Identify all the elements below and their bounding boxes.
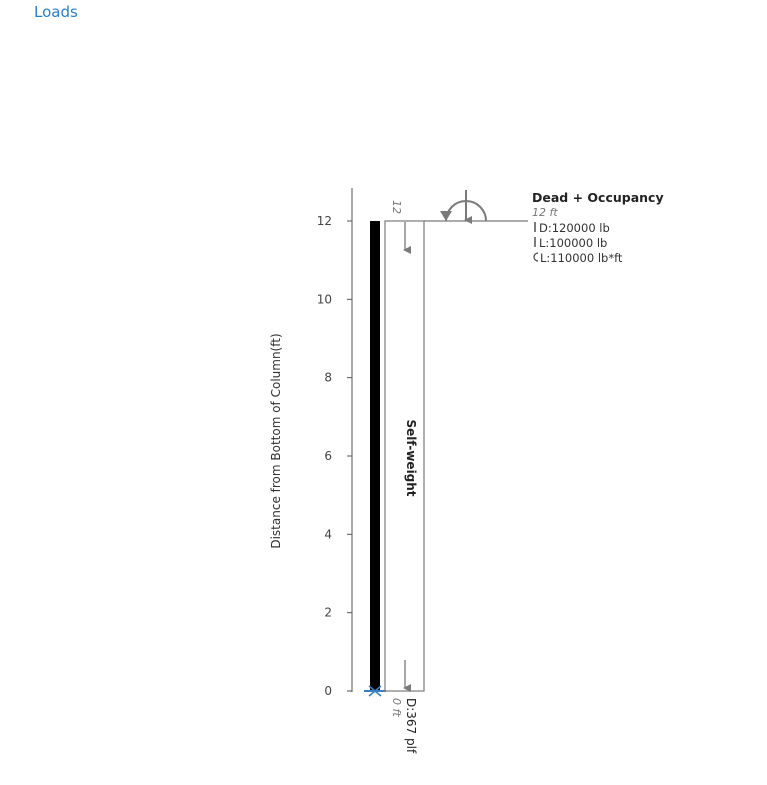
moment-arrowhead-icon bbox=[440, 211, 452, 221]
moment-icon bbox=[534, 253, 538, 261]
y-tick-label: 10 bbox=[316, 292, 332, 307]
y-tick-label: 8 bbox=[324, 370, 332, 385]
distributed-load-end-label: 12 bbox=[390, 200, 403, 214]
y-tick-label: 0 bbox=[324, 684, 332, 698]
point-load-name: Dead + Occupancy bbox=[532, 190, 664, 205]
loads-link[interactable]: Loads bbox=[34, 3, 78, 21]
distributed-load-name: Self-weight bbox=[404, 419, 418, 497]
y-axis bbox=[317, 188, 352, 698]
dead-load-value: D:120000 lb bbox=[539, 221, 610, 235]
distributed-load-value: D:367 plf bbox=[404, 698, 418, 754]
point-load bbox=[424, 190, 664, 265]
y-axis-label: Distance from Bottom of Column(ft) bbox=[269, 333, 283, 549]
y-tick-label: 2 bbox=[324, 605, 332, 620]
distributed-load-start-label: 0 ft bbox=[390, 698, 403, 717]
point-load-line-1 bbox=[535, 221, 610, 235]
y-tick-label: 12 bbox=[316, 214, 332, 228]
live-load-value: L:100000 lb bbox=[539, 236, 608, 250]
moment-load-value: L:110000 lb*ft bbox=[540, 251, 623, 265]
column bbox=[370, 221, 380, 691]
point-load-position: 12 ft bbox=[532, 206, 558, 219]
y-tick-label: 4 bbox=[324, 527, 332, 542]
y-tick-label: 6 bbox=[324, 449, 332, 463]
distributed-load bbox=[385, 200, 424, 754]
y-axis-ticks bbox=[317, 214, 352, 698]
point-load-line-2 bbox=[535, 236, 607, 250]
point-load-line-3 bbox=[534, 251, 623, 265]
